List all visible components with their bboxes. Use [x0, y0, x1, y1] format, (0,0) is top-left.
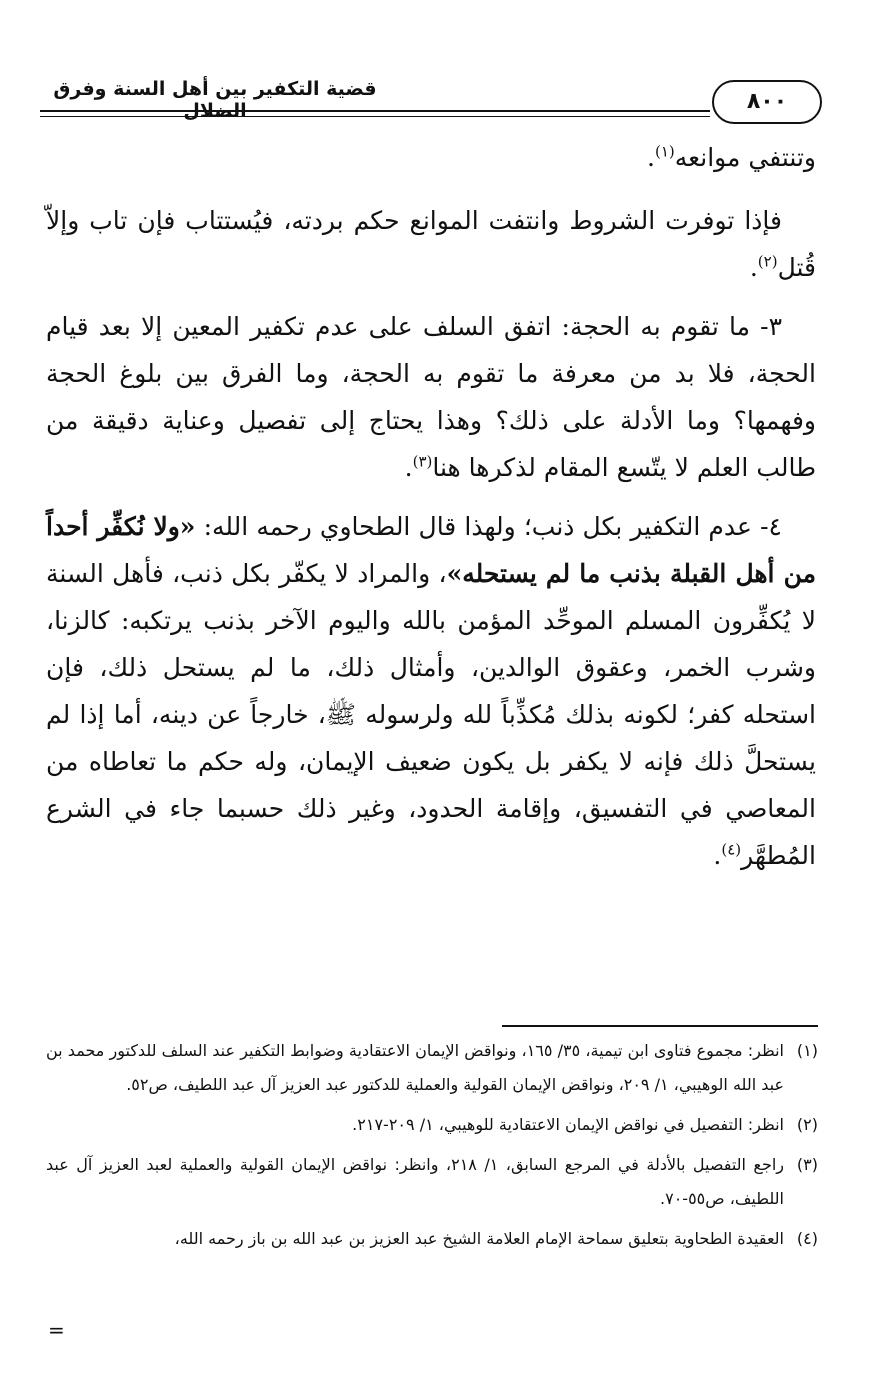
footnote-marker: (٤)	[796, 1229, 818, 1248]
paragraph	[46, 197, 816, 291]
footnote-separator	[502, 1025, 818, 1027]
header-rule	[40, 110, 710, 112]
tahawi-quote: «ولا نُكفِّر أحداً من أهل القبلة بذنب ما لم يستحله»	[46, 512, 816, 588]
footnote-text: انظر: التفصيل في نواقض الإيمان الاعتقادية للوهيبي، ١/ ٢٠٩-٢١٧.	[352, 1115, 784, 1134]
paragraph-text: فإذا توفرت الشروط وانتفت الموانع حكم بردته، فيُستتاب فإن تاب وإلاّ قُتل	[46, 206, 816, 282]
continuation-mark: =	[48, 1318, 65, 1342]
page-number: ٨٠٠	[712, 80, 822, 124]
paragraph	[46, 503, 816, 879]
footnote-text: العقيدة الطحاوية بتعليق سماحة الإمام العلامة الشيخ عبد العزيز بن عبد الله بن باز رحمه الله،	[174, 1229, 784, 1248]
footnotes	[46, 1034, 818, 1262]
paragraph-end: .	[404, 453, 413, 482]
footnote	[46, 1034, 818, 1102]
footnote-ref[interactable]: (٤)	[721, 840, 742, 859]
paragraph-text: وتنتفي موانعه	[674, 143, 816, 172]
main-text	[46, 134, 816, 891]
footnote-ref[interactable]: (١)	[654, 142, 675, 161]
footnote-ref[interactable]: (٣)	[412, 452, 433, 471]
footnote	[46, 1148, 818, 1216]
paragraph-end: .	[749, 253, 758, 282]
footnote-marker: (١)	[796, 1041, 818, 1060]
paragraph-text: ، والمراد لا يكفّر بكل ذنب، فأهل السنة لا يُكفِّرون المسلم الموحِّد المؤمن بالله واليوم الآخر بذنب يرتكبه: كالزنا، وشرب الخمر، وعقوق الوالدين، وأمثال ذلك، ما لم يستحل ذلك، فإن استحله كفر؛ لكونه بذلك مُكذِّباً لله ولرسوله ﷺ، خارجاً عن دينه، أما إذا لم يستحلَّ ذلك فإنه لا يكفر بل يكون ضعيف الإيمان، وله حكم ما تعاطاه من المعاصي في التفسيق، وإقامة الحدود، وغير ذلك حسبما جاء في الشرع المُطهَّر	[46, 559, 816, 870]
footnote-marker: (٢)	[796, 1115, 818, 1134]
footnote-marker: (٣)	[796, 1155, 818, 1174]
paragraph-end: .	[647, 143, 655, 172]
footnote-ref[interactable]: (٢)	[757, 252, 778, 271]
paragraph-intro: ٤- عدم التكفير بكل ذنب؛ ولهذا قال الطحاوي رحمه الله:	[195, 512, 782, 541]
footnote-text: انظر: مجموع فتاوى ابن تيمية، ٣٥/ ١٦٥، ونواقض الإيمان الاعتقادية وضوابط التكفير عند السلف للدكتور محمد بن عبد الله الوهيبي، ١/ ٢٠٩، ونواقض الإيمان القولية والعملية للدكتور عبد العزيز آل عبد اللطيف، ص٥٢.	[46, 1041, 784, 1094]
header-rule-thin	[40, 116, 710, 117]
page-header	[40, 72, 820, 132]
paragraph-text: ٣- ما تقوم به الحجة: اتفق السلف على عدم تكفير المعين إلا بعد قيام الحجة، فلا بد من معرفة ما تقوم به الحجة، وما الفرق بين بلوغ الحجة وفهمها؟ وما الأدلة على ذلك؟ وهذا يحتاج إلى تفصيل وعناية دقيقة من طالب العلم لا يتّسع المقام لذكرها هنا	[46, 312, 816, 482]
paragraph-end: .	[713, 841, 722, 870]
footnote	[46, 1222, 818, 1256]
footnote-text: راجع التفصيل بالأدلة في المرجع السابق، ١/ ٢١٨، وانظر: نواقض الإيمان القولية والعملية لعبد العزيز آل عبد اللطيف، ص٥٥-٧٠.	[46, 1155, 785, 1208]
paragraph	[46, 134, 816, 181]
running-title: قضية التكفير بين أهل السنة وفرق الضلال	[53, 78, 377, 122]
paragraph	[46, 303, 816, 491]
footnote	[46, 1108, 818, 1142]
